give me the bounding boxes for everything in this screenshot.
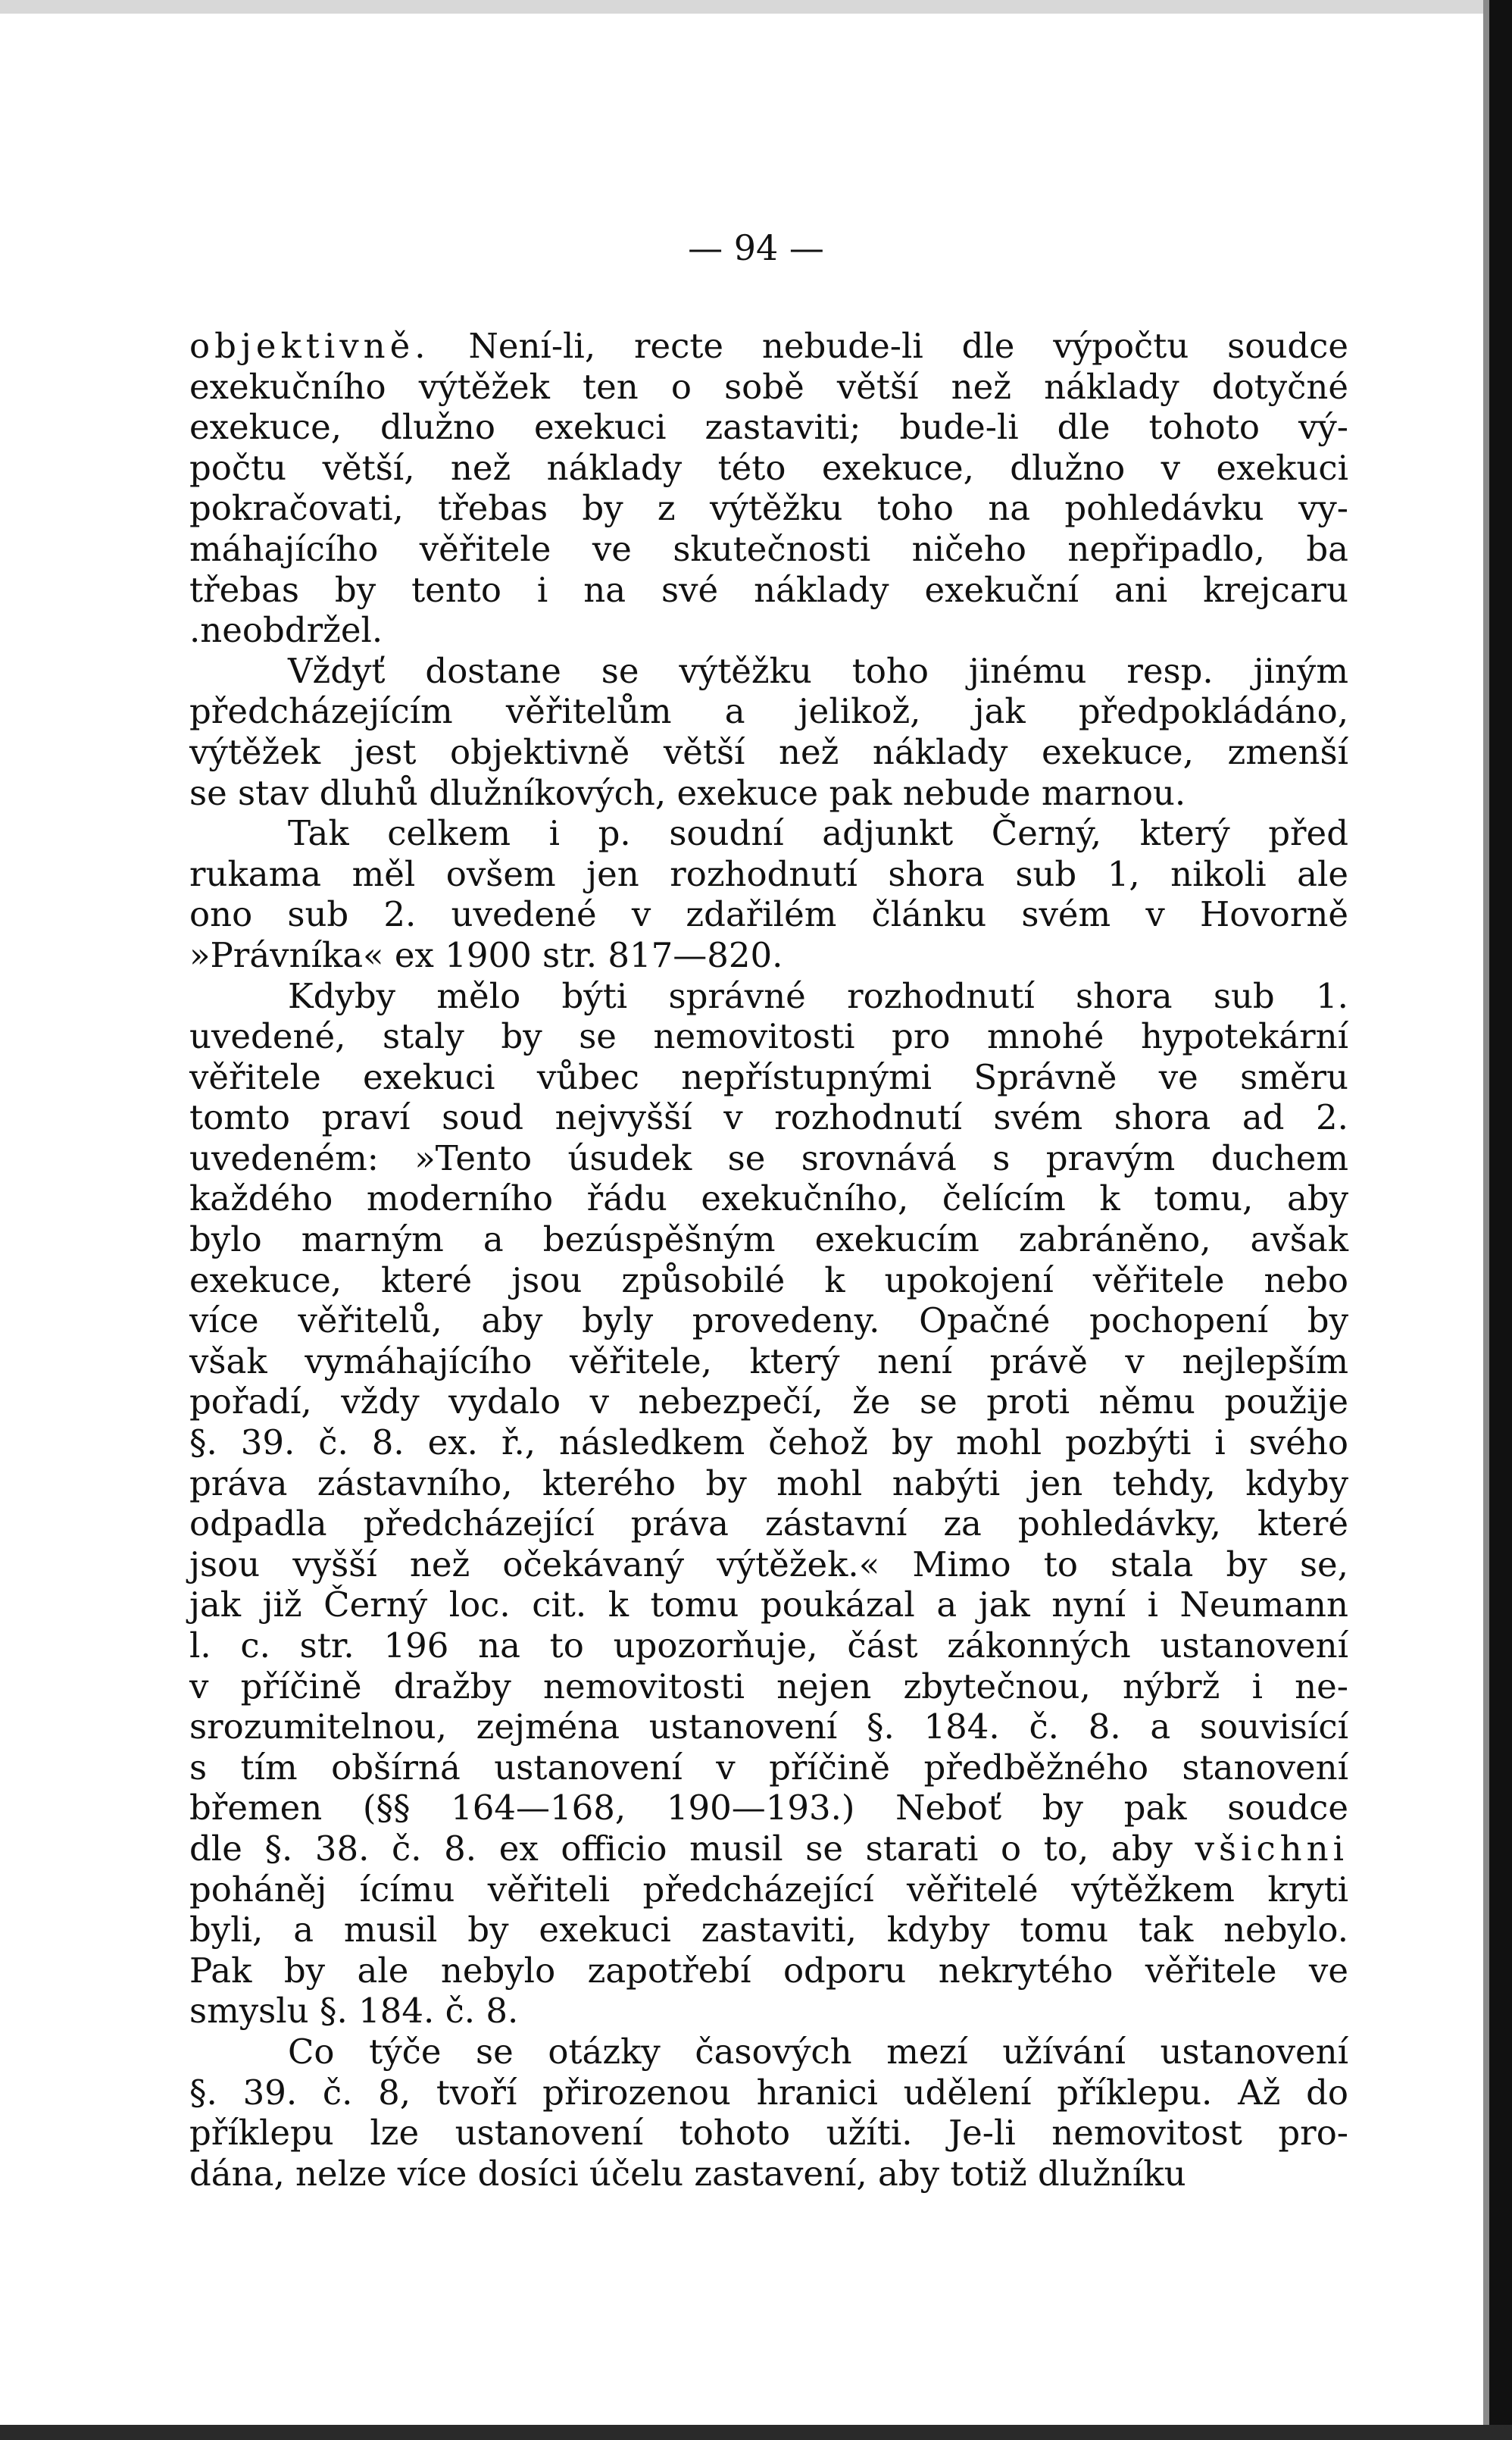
- text-line: jsou vyšší než očekávaný výtěžek.« Mimo to stala by se,: [189, 1544, 1348, 1584]
- text-line: »Právníka« ex 1900 str. 817—820.: [189, 934, 783, 975]
- scan-edge-right: [1489, 0, 1512, 2440]
- text-line: rukama měl ovšem jen rozhodnutí shora sub 1, nikoli ale: [189, 853, 1348, 894]
- text-line: Vždyť dostane se výtěžku toho jinému resp. jiným: [288, 650, 1348, 691]
- text-line: výtěžek jest objektivně větší než náklady exekuce, zmenší: [189, 731, 1348, 772]
- text-line: l. c. str. 196 na to upozorňuje, část zákonných ustanovení: [189, 1625, 1348, 1666]
- text-line: bylo marným a bezúspěšným exekucím zabráněno, avšak: [189, 1219, 1348, 1260]
- text-line: ono sub 2. uvedené v zdařilém článku svém v Hovorně: [189, 894, 1348, 935]
- text-line: [189, 326, 1348, 367]
- text-line: počtu větší, než náklady této exekuce, dlužno v exekuci: [189, 447, 1348, 488]
- paragraph: [189, 813, 1348, 975]
- text-line: odpadla předcházející práva zástavní za pohledávky, které: [189, 1503, 1348, 1544]
- text-line: s tím obšírná ustanovení v příčině předběžného stanovení: [189, 1747, 1348, 1788]
- text-line: dána, nelze více dosíci účelu zastavení, aby totiž dlužníku: [189, 2153, 1186, 2194]
- text-line: byli, a musil by exekuci zastaviti, kdyby tomu tak nebylo.: [189, 1910, 1348, 1950]
- text-line: Co týče se otázky časových mezí užívání ustanovení: [288, 2031, 1348, 2072]
- paragraph: [189, 326, 1348, 651]
- text-line: exekuce, dlužno exekuci zastaviti; bude-li dle tohoto vý-: [189, 407, 1348, 448]
- emphasized-text: všichni: [1195, 1828, 1348, 1869]
- text-line: příklepu lze ustanovení tohoto užíti. Je-li nemovitost pro-: [189, 2113, 1348, 2154]
- paragraph: [189, 651, 1348, 813]
- page-number: — 94 —: [688, 227, 824, 268]
- text-line: více věřitelů, aby byly provedeny. Opačné pochopení by: [189, 1300, 1348, 1341]
- text-line: Tak celkem i p. soudní adjunkt Černý, který před: [288, 813, 1348, 854]
- text-line: se stav dluhů dlužníkových, exekuce pak nebude marnou.: [189, 772, 1186, 813]
- scan-edge-right-shadow: [1483, 0, 1489, 2440]
- text-run: dle §. 38. č. 8. ex officio musil se starati o to, aby: [189, 1828, 1195, 1869]
- text-line: věřitele exekuci vůbec nepřístupnými Správně ve směru: [189, 1056, 1348, 1097]
- text-line: pořadí, vždy vydalo v nebezpečí, že se proti němu použije: [189, 1381, 1348, 1422]
- body-text: [189, 326, 1348, 2194]
- text-line: smyslu §. 184. č. 8.: [189, 1991, 519, 2032]
- text-line: .neobdržel.: [189, 610, 383, 651]
- text-line: třebas by tento i na své náklady exekuční ani krejcaru: [189, 569, 1348, 610]
- text-line: každého moderního řádu exekučního, čelícím k tomu, aby: [189, 1178, 1348, 1219]
- text-run: Není-li, recte nebude-li dle výpočtu soudce: [430, 326, 1348, 366]
- text-line: exekuce, které jsou způsobilé k upokojení věřitele nebo: [189, 1259, 1348, 1300]
- emphasized-text: objektivně.: [189, 326, 430, 366]
- text-line: poháněj ícímu věřiteli předcházející věřitelé výtěžkem kryti: [189, 1869, 1348, 1910]
- text-line: exekučního výtěžek ten o sobě větší než náklady dotyčné: [189, 366, 1348, 407]
- text-line: srozumitelnou, zejména ustanovení §. 184. č. 8. a souvisící: [189, 1706, 1348, 1747]
- text-line: břemen (§§ 164—168, 190—193.) Neboť by pak soudce: [189, 1788, 1348, 1828]
- scan-edge-top: [0, 0, 1512, 14]
- text-line: však vymáhajícího věřitele, který není právě v nejlepším: [189, 1340, 1348, 1381]
- text-line: předcházejícím věřitelům a jelikož, jak předpokládáno,: [189, 691, 1348, 732]
- text-line: uvedeném: »Tento úsudek se srovnává s pravým duchem: [189, 1137, 1348, 1178]
- text-line: jak již Černý loc. cit. k tomu poukázal a jak nyní i Neumann: [189, 1584, 1348, 1625]
- text-line: Pak by ale nebylo zapotřebí odporu nekrytého věřitele ve: [189, 1950, 1348, 1991]
- paragraph: [189, 2032, 1348, 2194]
- text-line: práva zástavního, kterého by mohl nabýti jen tehdy, kdyby: [189, 1462, 1348, 1503]
- text-line: Kdyby mělo býti správné rozhodnutí shora sub 1.: [288, 975, 1348, 1016]
- text-line: [189, 1828, 1348, 1869]
- text-line: uvedené, staly by se nemovitosti pro mnohé hypotekární: [189, 1016, 1348, 1057]
- text-line: máhajícího věřitele ve skutečnosti ničeho nepřipadlo, ba: [189, 528, 1348, 569]
- text-line: §. 39. č. 8. ex. ř., následkem čehož by mohl pozbýti i svého: [189, 1422, 1348, 1463]
- paragraph: [189, 976, 1348, 2032]
- text-line: §. 39. č. 8, tvoří přirozenou hranici udělení příklepu. Až do: [189, 2072, 1348, 2113]
- text-line: v příčině dražby nemovitosti nejen zbytečnou, nýbrž i ne-: [189, 1666, 1348, 1706]
- text-line: pokračovati, třebas by z výtěžku toho na pohledávku vy-: [189, 488, 1348, 529]
- scan-edge-bottom: [0, 2425, 1512, 2440]
- text-line: tomto praví soud nejvyšší v rozhodnutí svém shora ad 2.: [189, 1097, 1348, 1138]
